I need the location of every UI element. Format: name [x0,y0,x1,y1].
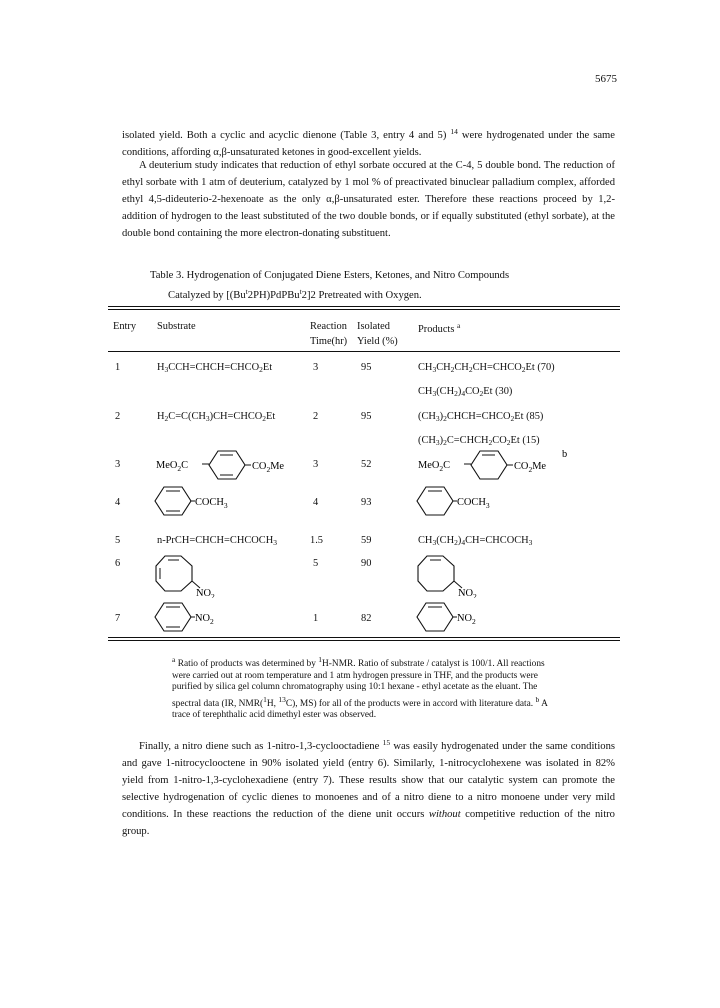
svg-text:MeO2C: MeO$_2$C [156,460,189,473]
svg-text:NO2: $NO_2$ [458,588,477,598]
svg-text:COCH3: $COCH_3$ [457,497,490,510]
table-footnote: $^a$ Ratio of products was determined by $^1$H-NMR. Ratio of substrate / catalyst is 100/1. All reactions were carried out at room temperature and 1 atm hydrogen pressure in THF, and the products were purified by silica gel column chromatography using 10:1 hexane - ethyl acetate as the eluant. The spectral data (IR, NMR($^1$H, $^{13}$C), MS) for all of the products were in accord with literature data. $^b$ A trace of terephthalic acid dimethyl ester was observed. [172,655,548,720]
header-time: Time(hr) [310,336,348,347]
header-yield: Yield (%) [357,336,398,347]
time-6: 5 [313,558,319,569]
time-1: 3 [313,362,319,373]
yield-5: 59 [361,535,372,546]
time-2: 2 [313,411,319,422]
time-5: 1.5 [310,535,323,546]
svg-text:NO2: $NO_2$ [196,588,215,598]
entry-1: 1 [115,362,121,373]
yield-1: 95 [361,362,372,373]
header-products: Products $^a$ [418,321,461,335]
substrate-7-structure [152,600,262,634]
product-3-structure [414,447,574,483]
table-top-rule [108,306,620,307]
substrate-1: $H_3CCH=CHCH=CHCO_2Et$ [157,362,273,374]
entry-3: 3 [115,459,121,470]
footnote-b-mark: b [535,694,540,704]
product-1b: $CH_3(CH_2)_4CO_2Et$ (30) [418,386,513,398]
product-4-structure [414,484,534,518]
entry-5: 5 [115,535,121,546]
yield-3: 52 [361,459,372,470]
reference-14: 14 [450,127,458,136]
substrate-6-structure [152,552,262,598]
caption-line-1: Table 3. Hydrogenation of Conjugated Diene Esters, Ketones, and Nitro Compounds [150,270,510,281]
product-1a: $CH_3CH_2CH_2CH=CHCO_2Et$ (70) [418,362,555,374]
yield-7: 82 [361,613,372,624]
entry-4: 4 [115,497,121,508]
product-6-structure [414,552,524,598]
product-2a: $(CH_3)_2CHCH=CHCO_2Et$ (85) [418,411,544,423]
entry-2: 2 [115,411,121,422]
table-bottom-rule-2 [108,640,620,641]
product-7-structure [414,600,524,634]
svg-text:CO2Me: $CO_2Me$ [252,461,285,474]
substrate-5: $n-PrCH=CHCH=CHCOCH_3$ [157,535,277,547]
header-entry: Entry [113,321,137,332]
svg-text:NO2: $NO_2$ [195,613,214,626]
emphasis-without: without [428,809,461,820]
svg-text:CO2Me: $CO_2Me$ [514,461,547,474]
closing-paragraph: Finally, a nitro diene such as 1-nitro-1,3-cyclooctadiene $^{15}$ was easily hydrogenated under the same conditions and gave 1-nitrocyclooctene in 90% isolated yield (entry 6). Similarly, 1-nitrocyclohexene was isolated in 82% yield from 1-nitro-1,3-cyclohexadiene (entry 7). These results show that our catalytic system can promote the selective hydrogenation of cyclic dienes to monoenes and of a nitro diene to a nitro monoene under very mild conditions. In these reactions the reduction of the diene unit occurs without competitive reduction of the nitro group. [122,738,615,837]
svg-text:b: b [562,449,568,460]
svg-text:NO2: $NO_2$ [457,613,476,626]
substrate-2: $H_2C=C(CH_3)CH=CHCO_2Et$ [157,411,276,423]
yield-4: 93 [361,497,372,508]
entry-7: 7 [115,613,121,624]
entry-6: 6 [115,558,121,569]
page-number: 5675 [595,73,617,85]
substrate-3-structure [152,447,302,483]
substrate-4-structure [152,484,272,518]
yield-2: 95 [361,411,372,422]
intro-text: isolated yield. Both a cyclic and acyclic dienone (Table 3, entry 4 and 5) [122,130,447,141]
svg-text:COCH3: $COCH_3$ [195,497,228,510]
yield-6: 90 [361,558,372,569]
table-header-rule [108,351,620,352]
deuterium-paragraph: A deuterium study indicates that reduction of ethyl sorbate occured at the C-4, 5 double bond. The reduction of ethyl sorbate with 1 atm of deuterium, catalyzed by 1 mol % of preactivated binuclear palladium complex, afforded ethyl 4,5-dideuterio-2-hexenoate as the only α,β-unsaturated ester. Therefore these reactions proceed by 1,2-addition of hydrogen to the least substituted of the two double bonds, or if equally substituted (ethyl sorbate), at the double bond containing the more electron-donating substituent. [122,160,615,239]
product-5: $CH_3(CH_2)_4CH=CHCOCH_3$ [418,535,533,547]
intro-paragraph-1 [122,123,615,161]
product-2b: $(CH_3)_2C=CHCH_2CO_2Et$ (15) [418,435,540,447]
table-caption [150,268,570,304]
header-substrate: Substrate [157,321,196,332]
header-reaction: Reaction [310,321,347,332]
caption-line-2: Catalyzed by [(Bu$^t$2PH)PdPBu$^t$2]2 Pretreated with Oxygen. [168,287,422,301]
table-bottom-rule [108,637,620,638]
table-top-rule-2 [108,309,620,310]
header-isolated: Isolated [357,321,390,332]
svg-text:MeO2C: MeO$_2$C [418,460,451,473]
time-4: 4 [313,497,319,508]
time-3: 3 [313,459,319,470]
intro-text-cont: were hydrogenated under the same conditions, affording α,β-unsaturated ketones in good-excellent yields. [122,130,615,158]
footnote-a-mark: a [172,655,176,664]
reference-15: 15 [382,738,391,747]
time-7: 1 [313,613,319,624]
